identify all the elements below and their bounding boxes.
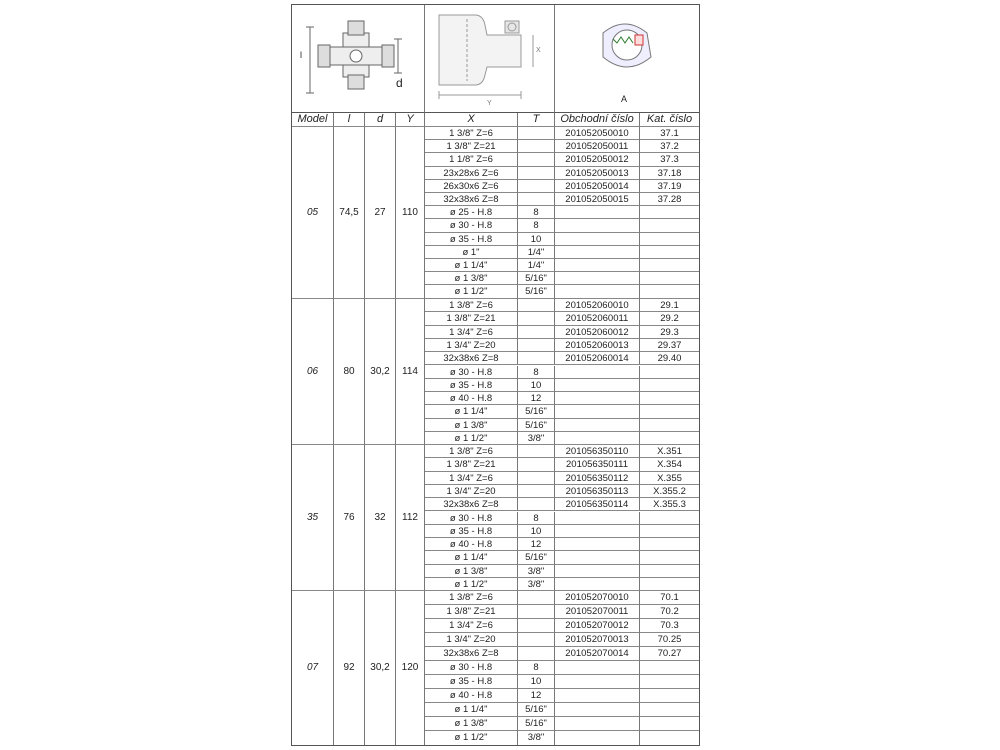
cell-t: 8 <box>518 206 555 219</box>
cell-t <box>518 127 555 140</box>
cell-kat-cislo: 37.3 <box>640 153 699 166</box>
cell-x: ø 25 - H.8 <box>425 206 518 219</box>
cell-kat-cislo: 29.37 <box>640 339 699 352</box>
cell-kat-cislo <box>640 379 699 392</box>
cell-t <box>518 485 555 498</box>
cell-kat-cislo: X.354 <box>640 458 699 471</box>
cell-x: 32x38x6 Z=8 <box>425 647 518 661</box>
cell-x: 1 3/8" Z=21 <box>425 458 518 471</box>
cell-t <box>518 633 555 647</box>
yoke-label-x: X <box>536 47 541 54</box>
group-model: 05 <box>292 127 334 299</box>
cell-kat-cislo <box>640 366 699 379</box>
cell-x: ø 1 1/4" <box>425 703 518 717</box>
header-t: T <box>518 113 555 127</box>
cell-t <box>518 647 555 661</box>
cell-t: 10 <box>518 675 555 689</box>
cell-t: 5/16" <box>518 717 555 731</box>
cell-t: 5/16" <box>518 419 555 432</box>
cell-kat-cislo <box>640 432 699 445</box>
cell-x: 26x30x6 Z=6 <box>425 180 518 193</box>
cell-x: 1 3/8" Z=6 <box>425 591 518 605</box>
cell-x: ø 40 - H.8 <box>425 689 518 703</box>
cell-kat-cislo <box>640 565 699 578</box>
cross-label-l: l <box>300 50 302 60</box>
cell-kat-cislo <box>640 538 699 551</box>
cell-x: ø 1 3/8" <box>425 272 518 285</box>
cell-t: 3/8" <box>518 578 555 591</box>
cell-x: 1 3/8" Z=21 <box>425 140 518 153</box>
cell-kat-cislo <box>640 703 699 717</box>
cell-x: 1 3/4" Z=20 <box>425 339 518 352</box>
cell-t <box>518 352 555 365</box>
cell-x: ø 1 1/4" <box>425 405 518 418</box>
cell-t <box>518 591 555 605</box>
cell-obchodni-cislo: 201052070011 <box>555 605 640 619</box>
group-d: 32 <box>365 445 396 591</box>
header-model: Model <box>292 113 334 127</box>
cell-obchodni-cislo: 201056350112 <box>555 472 640 485</box>
cell-kat-cislo <box>640 272 699 285</box>
cell-kat-cislo <box>640 731 699 745</box>
cell-obchodni-cislo: 201052060014 <box>555 352 640 365</box>
group-l: 76 <box>334 445 365 591</box>
cell-x: 23x28x6 Z=6 <box>425 167 518 180</box>
cell-x: ø 1 1/2" <box>425 578 518 591</box>
cell-obchodni-cislo <box>555 379 640 392</box>
cell-kat-cislo: 29.3 <box>640 326 699 339</box>
cell-kat-cislo: 70.27 <box>640 647 699 661</box>
cell-t: 10 <box>518 525 555 538</box>
cell-obchodni-cislo: 201052070010 <box>555 591 640 605</box>
cell-kat-cislo: 70.3 <box>640 619 699 633</box>
cell-x: ø 35 - H.8 <box>425 675 518 689</box>
cell-kat-cislo <box>640 405 699 418</box>
cell-x: ø 1 1/2" <box>425 285 518 299</box>
cell-kat-cislo <box>640 419 699 432</box>
cell-obchodni-cislo: 201052050015 <box>555 193 640 206</box>
cell-x: ø 1 3/8" <box>425 419 518 432</box>
group-y: 120 <box>396 591 425 745</box>
cell-t: 3/8" <box>518 432 555 445</box>
cell-x: 1 3/8" Z=21 <box>425 312 518 325</box>
group-model: 06 <box>292 299 334 445</box>
cell-obchodni-cislo: 201056350113 <box>555 485 640 498</box>
cross-drawing-cell <box>292 5 425 113</box>
cell-t <box>518 458 555 471</box>
section-drawing-cell <box>555 5 699 113</box>
cell-kat-cislo <box>640 233 699 246</box>
cell-x: ø 40 - H.8 <box>425 538 518 551</box>
header-d: d <box>365 113 396 127</box>
cell-x: 1 1/8" Z=6 <box>425 153 518 166</box>
cell-obchodni-cislo <box>555 578 640 591</box>
cell-obchodni-cislo: 201052050011 <box>555 140 640 153</box>
cell-t: 5/16" <box>518 551 555 564</box>
cell-t: 12 <box>518 689 555 703</box>
cell-t: 3/8" <box>518 731 555 745</box>
cell-obchodni-cislo <box>555 219 640 232</box>
cell-obchodni-cislo <box>555 512 640 525</box>
cell-kat-cislo <box>640 392 699 405</box>
cell-x: ø 35 - H.8 <box>425 525 518 538</box>
cell-x: ø 30 - H.8 <box>425 219 518 232</box>
cell-obchodni-cislo <box>555 731 640 745</box>
cell-kat-cislo: X.355.2 <box>640 485 699 498</box>
cell-kat-cislo: 37.18 <box>640 167 699 180</box>
cell-t: 5/16" <box>518 405 555 418</box>
group-l: 92 <box>334 591 365 745</box>
group-model: 35 <box>292 445 334 591</box>
cell-x: ø 1 3/8" <box>425 717 518 731</box>
cell-x: ø 1 1/2" <box>425 731 518 745</box>
cell-t: 8 <box>518 219 555 232</box>
yoke-drawing-cell <box>425 5 555 113</box>
cell-t: 5/16" <box>518 703 555 717</box>
cell-obchodni-cislo <box>555 661 640 675</box>
cell-obchodni-cislo <box>555 565 640 578</box>
cell-obchodni-cislo: 201052070012 <box>555 619 640 633</box>
cell-t: 1/4" <box>518 259 555 272</box>
cell-x: 1 3/8" Z=6 <box>425 445 518 458</box>
cell-x: ø 35 - H.8 <box>425 233 518 246</box>
cell-t: 1/4" <box>518 246 555 259</box>
cell-obchodni-cislo <box>555 272 640 285</box>
cell-t <box>518 153 555 166</box>
cell-x: ø 1" <box>425 246 518 259</box>
group-y: 110 <box>396 127 425 299</box>
cell-t <box>518 180 555 193</box>
cell-kat-cislo: X.351 <box>640 445 699 458</box>
cell-x: ø 40 - H.8 <box>425 392 518 405</box>
cell-obchodni-cislo <box>555 703 640 717</box>
cell-kat-cislo <box>640 285 699 299</box>
cell-kat-cislo: 29.40 <box>640 352 699 365</box>
group-d: 30,2 <box>365 591 396 745</box>
cell-t: 12 <box>518 538 555 551</box>
cell-kat-cislo <box>640 259 699 272</box>
cross-label-d: d <box>396 76 403 90</box>
cell-obchodni-cislo <box>555 675 640 689</box>
cell-t: 5/16" <box>518 285 555 299</box>
cell-obchodni-cislo <box>555 259 640 272</box>
cell-obchodni-cislo <box>555 366 640 379</box>
cell-t <box>518 339 555 352</box>
cell-t: 8 <box>518 661 555 675</box>
cell-t <box>518 167 555 180</box>
cell-obchodni-cislo <box>555 551 640 564</box>
parts-table <box>291 4 700 746</box>
cell-t <box>518 472 555 485</box>
universal-joint-cross-drawing <box>292 5 425 113</box>
cell-obchodni-cislo: 201052050012 <box>555 153 640 166</box>
group-y: 114 <box>396 299 425 445</box>
cell-kat-cislo: 29.1 <box>640 299 699 312</box>
cell-t: 8 <box>518 366 555 379</box>
cell-t: 12 <box>518 392 555 405</box>
cell-kat-cislo <box>640 675 699 689</box>
cell-x: ø 1 3/8" <box>425 565 518 578</box>
cell-x: 1 3/4" Z=6 <box>425 326 518 339</box>
header-l: l <box>334 113 365 127</box>
cell-kat-cislo <box>640 717 699 731</box>
cell-kat-cislo: 37.19 <box>640 180 699 193</box>
cell-kat-cislo <box>640 219 699 232</box>
cell-t <box>518 498 555 511</box>
cell-obchodni-cislo: 201052070013 <box>555 633 640 647</box>
cell-obchodni-cislo: 201052050010 <box>555 127 640 140</box>
cell-obchodni-cislo <box>555 233 640 246</box>
cell-kat-cislo <box>640 525 699 538</box>
cell-kat-cislo: 37.28 <box>640 193 699 206</box>
cell-x: 1 3/8" Z=6 <box>425 299 518 312</box>
cell-x: 1 3/4" Z=6 <box>425 472 518 485</box>
cell-x: 1 3/8" Z=6 <box>425 127 518 140</box>
cell-t: 3/8" <box>518 565 555 578</box>
cell-x: ø 30 - H.8 <box>425 366 518 379</box>
cell-kat-cislo: X.355 <box>640 472 699 485</box>
cell-t <box>518 326 555 339</box>
cell-x: ø 1 1/2" <box>425 432 518 445</box>
cell-obchodni-cislo <box>555 432 640 445</box>
cell-obchodni-cislo: 201052060011 <box>555 312 640 325</box>
cell-t: 8 <box>518 512 555 525</box>
cell-obchodni-cislo: 201052050013 <box>555 167 640 180</box>
header-y: Y <box>396 113 425 127</box>
group-model: 07 <box>292 591 334 745</box>
cell-obchodni-cislo <box>555 206 640 219</box>
cell-obchodni-cislo <box>555 405 640 418</box>
cell-x: ø 30 - H.8 <box>425 661 518 675</box>
cell-t: 5/16" <box>518 272 555 285</box>
header-obchodni-cislo: Obchodní číslo <box>555 113 640 127</box>
cell-x: ø 30 - H.8 <box>425 512 518 525</box>
cell-obchodni-cislo <box>555 689 640 703</box>
cell-kat-cislo <box>640 512 699 525</box>
cell-obchodni-cislo: 201056350110 <box>555 445 640 458</box>
cell-x: ø 1 1/4" <box>425 259 518 272</box>
cell-t <box>518 193 555 206</box>
cell-kat-cislo: 29.2 <box>640 312 699 325</box>
cell-kat-cislo <box>640 551 699 564</box>
cell-kat-cislo <box>640 578 699 591</box>
cell-obchodni-cislo: 201052060013 <box>555 339 640 352</box>
cell-t <box>518 299 555 312</box>
section-label-a: A <box>621 94 628 104</box>
cell-kat-cislo <box>640 206 699 219</box>
cell-kat-cislo: 37.1 <box>640 127 699 140</box>
cell-obchodni-cislo <box>555 392 640 405</box>
cell-obchodni-cislo <box>555 246 640 259</box>
cell-x: ø 35 - H.8 <box>425 379 518 392</box>
group-l: 74,5 <box>334 127 365 299</box>
cell-kat-cislo <box>640 689 699 703</box>
cell-obchodni-cislo: 201056350111 <box>555 458 640 471</box>
group-l: 80 <box>334 299 365 445</box>
cell-kat-cislo: 37.2 <box>640 140 699 153</box>
cell-x: ø 1 1/4" <box>425 551 518 564</box>
cell-obchodni-cislo: 201052070014 <box>555 647 640 661</box>
header-kat-cislo: Kat. číslo <box>640 113 699 127</box>
cell-x: 32x38x6 Z=8 <box>425 352 518 365</box>
group-y: 112 <box>396 445 425 591</box>
cell-x: 1 3/8" Z=21 <box>425 605 518 619</box>
cell-x: 32x38x6 Z=8 <box>425 498 518 511</box>
cell-kat-cislo: 70.1 <box>640 591 699 605</box>
cell-obchodni-cislo <box>555 717 640 731</box>
cell-x: 1 3/4" Z=6 <box>425 619 518 633</box>
cell-t <box>518 140 555 153</box>
cell-x: 1 3/4" Z=20 <box>425 633 518 647</box>
cell-obchodni-cislo: 201052050014 <box>555 180 640 193</box>
cell-obchodni-cislo <box>555 419 640 432</box>
cell-t <box>518 619 555 633</box>
cell-t <box>518 605 555 619</box>
group-d: 30,2 <box>365 299 396 445</box>
cell-obchodni-cislo: 201052060012 <box>555 326 640 339</box>
cell-t <box>518 445 555 458</box>
cell-kat-cislo: 70.25 <box>640 633 699 647</box>
cell-kat-cislo <box>640 661 699 675</box>
cell-x: 32x38x6 Z=8 <box>425 193 518 206</box>
cell-t: 10 <box>518 233 555 246</box>
cell-kat-cislo: 70.2 <box>640 605 699 619</box>
cell-t: 10 <box>518 379 555 392</box>
yoke-label-y: Y <box>487 100 492 107</box>
header-x: X <box>425 113 518 127</box>
cell-x: 1 3/4" Z=20 <box>425 485 518 498</box>
cell-kat-cislo: X.355.3 <box>640 498 699 511</box>
cell-obchodni-cislo: 201056350114 <box>555 498 640 511</box>
cell-obchodni-cislo: 201052060010 <box>555 299 640 312</box>
cell-kat-cislo <box>640 246 699 259</box>
cell-t <box>518 312 555 325</box>
cell-obchodni-cislo <box>555 538 640 551</box>
cell-obchodni-cislo <box>555 285 640 299</box>
group-d: 27 <box>365 127 396 299</box>
cell-obchodni-cislo <box>555 525 640 538</box>
